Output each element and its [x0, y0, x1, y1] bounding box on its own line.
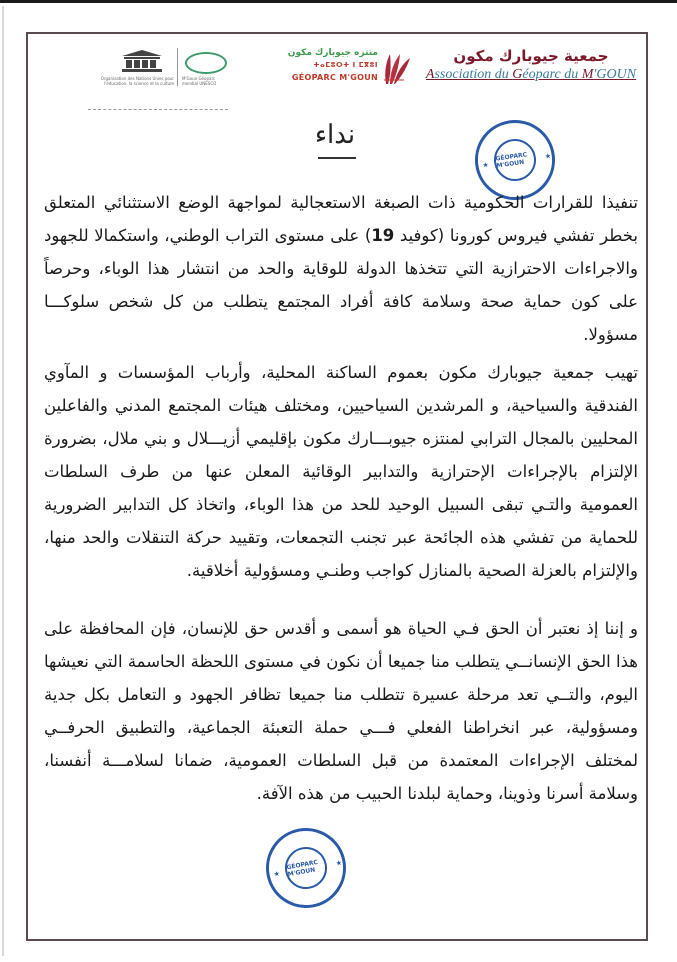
geoparc-tifinagh-name: ⵜⴰⵎⵓⵔⵜ ⵏ ⵎⴳⵓⵏ: [313, 61, 378, 69]
geoparc-french-name: GÉOPARC M'GOUN: [291, 73, 378, 82]
feather-icon: [382, 50, 412, 86]
association-name-block: [416, 46, 646, 84]
geopark-ring-icon: [185, 52, 227, 74]
top-edge-bar: [0, 0, 677, 3]
geoparc-logo-block: [278, 48, 418, 94]
paragraph-1-part-a: تنفيذا للقرارات الحكومية ذات الصبغة الاستعجالية لمواجهة الوضع الاستثنائي المتعلق بخطر تفشي فيروس كورونا (كوفيد: [44, 193, 638, 245]
left-edge-bar: [2, 6, 4, 956]
star-icon: ★: [481, 160, 490, 170]
unesco-logo-block: [88, 46, 228, 102]
geopark-caption: M'Goun Géoparc mondial UNESCO: [182, 76, 217, 86]
star-icon: ★: [335, 858, 343, 868]
association-arabic-name: جمعية جيوبارك مكون: [453, 47, 609, 65]
letterhead: [26, 40, 648, 100]
paragraph-1: [44, 186, 638, 351]
covid-number: 19: [371, 226, 395, 245]
star-icon: ★: [544, 151, 552, 161]
document-title: نداء: [314, 120, 356, 150]
star-icon: ★: [272, 869, 281, 879]
initial-g: G: [512, 67, 523, 82]
paragraph-2: تهيب جمعية جيوبارك مكون بعموم الساكنة المحلية، وأرباب المؤسسات و المآوي الفندقية والسياحية، و المرشدين السياحيين، ومختلف هيئات المجتمع المدني والفاعلين المحليين بالمجال الترابي لمنتزه جيوبـــارك مكون بإقليمي أزيـــلال و بني ملال، بضرورة الإلتزام بالإجراءات الإحترازية والتدابير الوقائية المعلن عنها من طرف السلطات العمومية والتـي تبقى السبيل الوحيد للحد من هذا الوباء، واتخاذ كل التدابير الضرورية للحماية من تفشي هذه الجائحة عبر تجنب التجمعات، وتقييد حركة التنقلات والحد منها، والإلتزام بالعزلة الصحية بالمنازل كواجب وطنـي ومسؤولية أخلاقية.: [44, 363, 638, 580]
french-part-1: ssociation du: [434, 67, 513, 82]
geoparc-arabic-name: منتزه جيوبارك مكون: [287, 48, 378, 58]
title-underline: [318, 157, 356, 159]
stamp-center-text: GÉOPARC M'GOUN: [495, 151, 528, 170]
unesco-temple-icon: [120, 50, 164, 72]
logo-separator: [177, 48, 178, 86]
french-part-3: 'GOUN: [593, 67, 637, 82]
initial-m: M: [581, 67, 594, 82]
paragraph-1-part-b: ) على مستوى التراب الوطني، واستكمالا للجهود والاجراءات الاحترازية التي تتخذها الدولة للوقاية والحد من انتشار هذا الوباء، وحرصاً على كون حماية صحة وسلامة كافة أفراد المجتمع يتطلب من كل شخص سلوكـــا مسؤولا.: [44, 226, 638, 344]
french-part-2: éoparc du: [522, 67, 582, 82]
initial-a: A: [425, 67, 435, 82]
association-french-name: [416, 66, 646, 84]
dashed-divider: [88, 109, 228, 110]
paragraph-3: و إننا إذ نعتبر أن الحق فـي الحياة هو أسمى و أقدس حق للإنسان، فإن المحافظة على هذا الحق الإنسانــي يتطلب منا جميعا أن نكون في مستوى اللحظة الحاسمة التي نعيشها اليوم، والتــي تعد مرحلة عسيرة تتطلب منا جميعا تظافر الجهود و التعامل بكل جدية ومسؤولية، عبر انخراطنا الفعلي فـــي حملة التعبئة الجماعية، والتطبيق الحرفــي لمختلف الإجراءات المعتمدة من قبل السلطات العمومية، ضمانا لسلامـــة أنفسنا، وسلامة أسرنا وذوينا، وحماية لبلدنا الحبيب من هذه الآفة.: [44, 619, 638, 803]
unesco-caption: Organisation des Nations Unies pour l'éducation, la science et la culture: [100, 76, 174, 86]
stamp-center-text: GÉOPARC M'GOUN: [286, 858, 319, 879]
